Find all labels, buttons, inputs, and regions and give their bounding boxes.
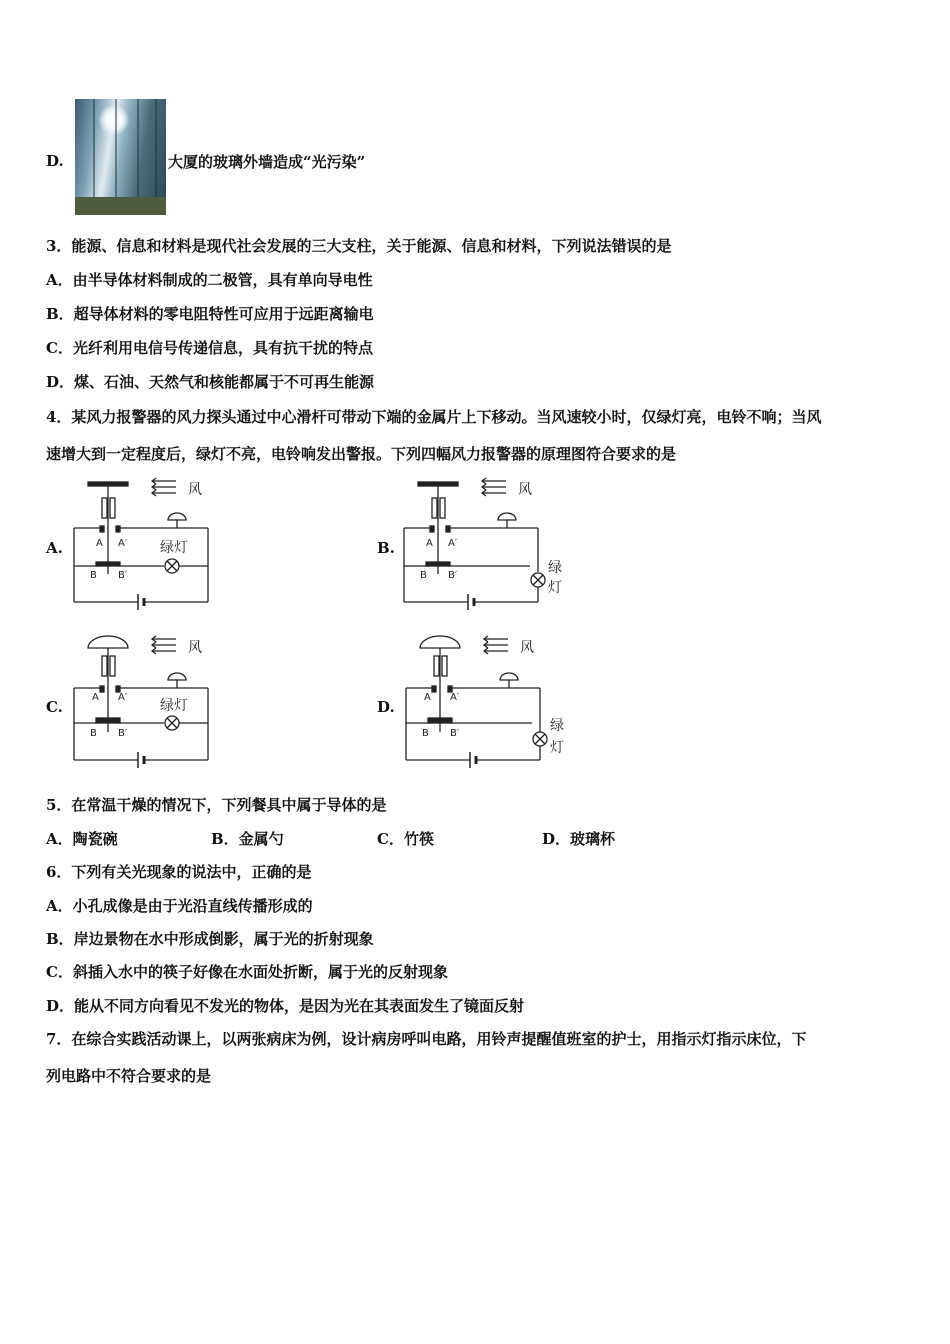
svg-text:A′: A′: [450, 692, 460, 703]
glass-building-photo: [75, 99, 166, 215]
q3-option-b: B．超导体材料的零电阻特性可应用于远距离输电: [46, 305, 374, 323]
circuit-diagram-c: [68, 632, 218, 770]
svg-text:绿灯: 绿灯: [160, 540, 188, 556]
q4-option-b-letter: B.: [377, 539, 395, 557]
svg-text:A: A: [426, 538, 433, 549]
svg-text:B: B: [90, 728, 97, 739]
svg-text:B′: B′: [118, 570, 128, 581]
q6-stem: 6．下列有关光现象的说法中，正确的是: [46, 863, 312, 881]
svg-text:B′: B′: [450, 728, 460, 739]
q7-stem-line2: 列电路中不符合要求的是: [46, 1067, 212, 1085]
svg-text:A: A: [424, 692, 431, 703]
circuit-diagram-a: [68, 474, 218, 612]
q4-option-c-letter: C.: [46, 698, 63, 716]
svg-text:风: 风: [188, 640, 202, 656]
q5-option-d: D．玻璃杯: [542, 830, 616, 848]
q4-option-a-letter: A.: [46, 539, 63, 557]
svg-text:灯: 灯: [550, 740, 564, 756]
svg-text:B′: B′: [448, 570, 458, 581]
q5-stem: 5．在常温干燥的情况下，下列餐具中属于导体的是: [46, 796, 387, 814]
svg-text:灯: 灯: [548, 580, 562, 596]
wind-label: 风: [188, 482, 202, 498]
svg-text:B: B: [422, 728, 429, 739]
q6-option-c: C．斜插入水中的筷子好像在水面处折断，属于光的反射现象: [46, 963, 448, 981]
q5-option-a: A．陶瓷碗: [46, 830, 118, 848]
svg-text:绿: 绿: [548, 560, 562, 576]
q4-option-d-letter: D.: [377, 698, 395, 716]
svg-text:A′: A′: [118, 538, 128, 549]
q6-option-d: D．能从不同方向看见不发光的物体，是因为光在其表面发生了镜面反射: [46, 997, 525, 1015]
circuit-diagram-b: [398, 474, 568, 612]
q6-option-a: A．小孔成像是由于光沿直线传播形成的: [46, 897, 313, 915]
q4-stem-line2: 速增大到一定程度后，绿灯不亮，电铃响发出警报。下列四幅风力报警器的原理图符合要求的是: [46, 445, 677, 463]
svg-text:A: A: [96, 538, 103, 549]
q3-stem: 3．能源、信息和材料是现代社会发展的三大支柱，关于能源、信息和材料，下列说法错误的是: [46, 237, 672, 255]
circuit-diagram-d: [400, 632, 570, 770]
svg-text:风: 风: [518, 482, 532, 498]
svg-text:绿: 绿: [550, 718, 564, 734]
q6-option-b: B．岸边景物在水中形成倒影，属于光的折射现象: [46, 930, 374, 948]
svg-text:A′: A′: [118, 692, 128, 703]
q5-option-c: C．竹筷: [377, 830, 434, 848]
svg-text:B: B: [90, 570, 97, 581]
svg-text:A: A: [92, 692, 99, 703]
svg-text:绿灯: 绿灯: [160, 698, 188, 714]
q3-option-c: C．光纤利用电信号传递信息，具有抗干扰的特点: [46, 339, 373, 357]
q3-option-a: A．由半导体材料制成的二极管，具有单向导电性: [46, 271, 373, 289]
svg-text:风: 风: [520, 640, 534, 656]
q3-option-d: D．煤、石油、天然气和核能都属于不可再生能源: [46, 373, 375, 391]
q2-option-d-text: 大厦的玻璃外墙造成“光污染”: [168, 153, 366, 171]
q2-option-d-letter: D.: [46, 152, 64, 170]
svg-text:B′: B′: [118, 728, 128, 739]
q7-stem-line1: 7．在综合实践活动课上，以两张病床为例，设计病房呼叫电路，用铃声提醒值班室的护士，用指示灯指示床位，下: [46, 1030, 807, 1048]
q5-option-b: B．金属勺: [211, 830, 284, 848]
svg-text:A′: A′: [448, 538, 458, 549]
q4-stem-line1: 4．某风力报警器的风力探头通过中心滑杆可带动下端的金属片上下移动。当风速较小时，仅绿灯亮，电铃不响；当风: [46, 408, 822, 426]
svg-text:B: B: [420, 570, 427, 581]
